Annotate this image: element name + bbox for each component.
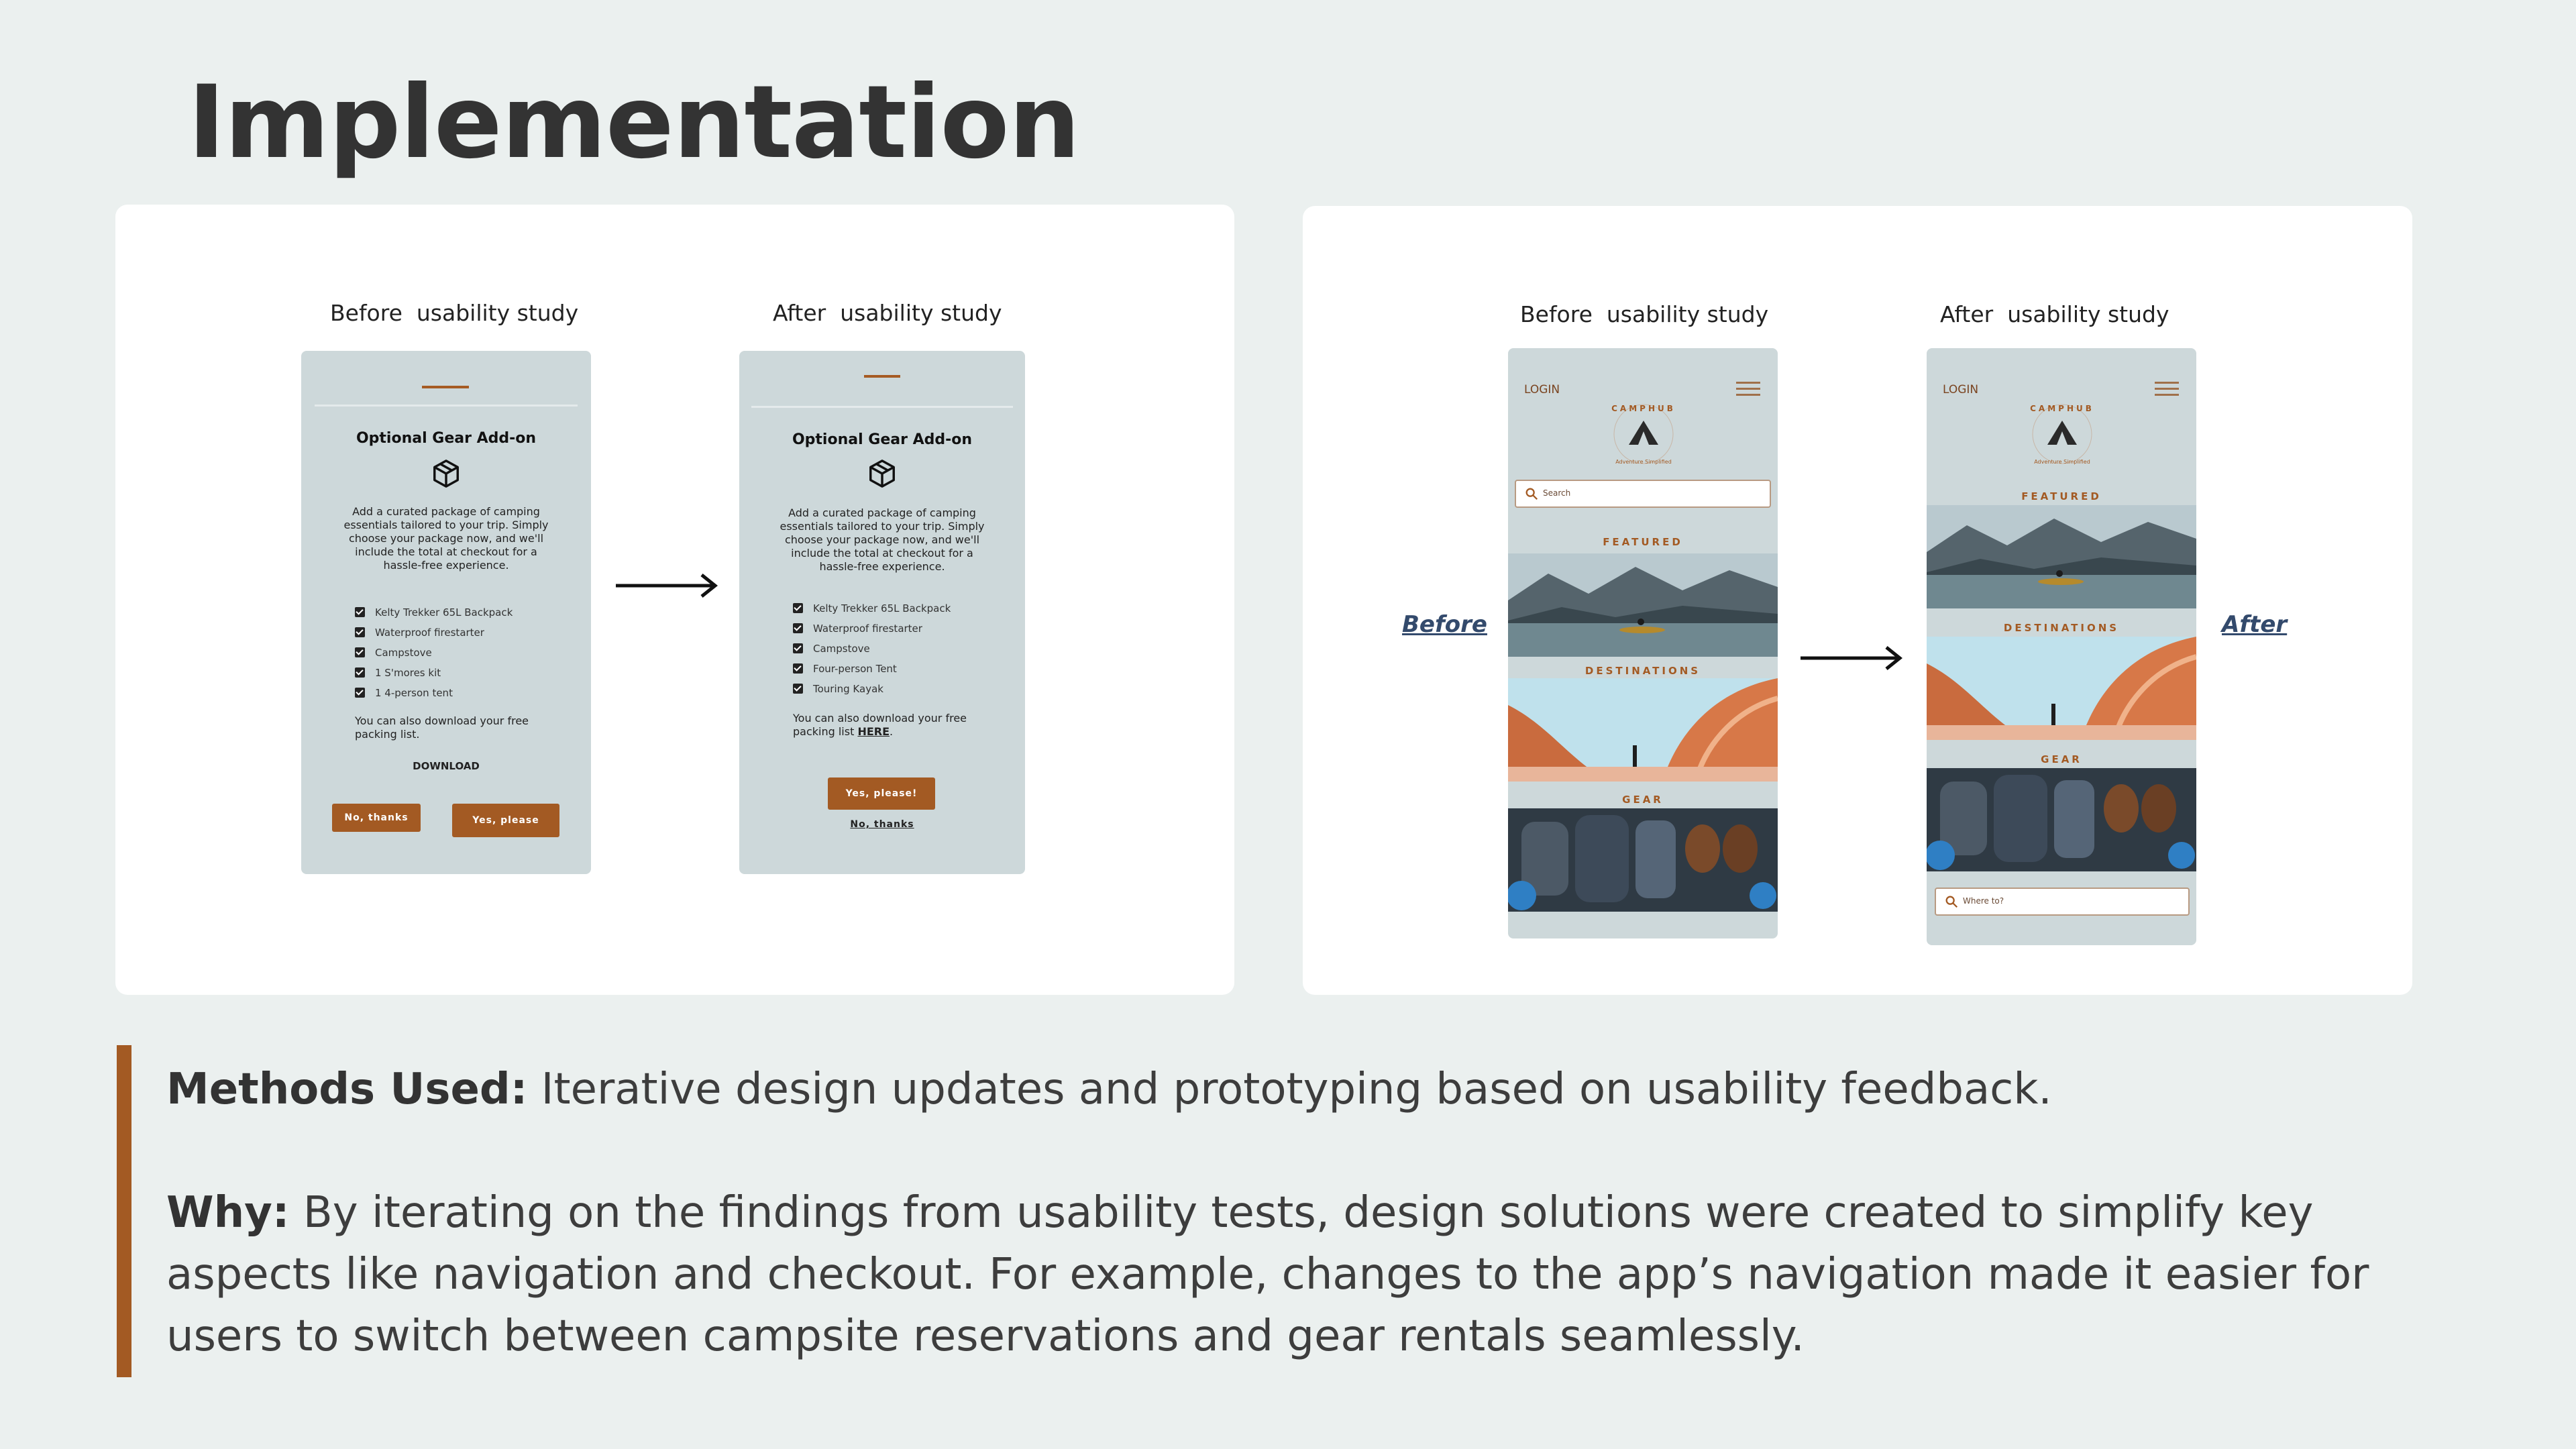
search-input[interactable]: Where to? [1935,888,2190,916]
camphub-logo [2025,396,2100,472]
before-modal-screen [301,351,591,874]
checkbox-icon [355,607,365,617]
after-caption: After usability study [1940,301,2169,327]
yes-please-button[interactable]: Yes, please! [828,777,935,810]
checkbox-icon [793,663,803,674]
section-label-featured: FEATURED [2021,490,2102,502]
checkbox-icon [793,684,803,694]
gear-flatlay-image[interactable] [1508,808,1778,912]
home-comparison-card [1303,206,2412,995]
logo-wordmark: CAMPHUB [1611,404,1676,413]
arrow-right-icon [613,572,720,599]
section-label-destinations: DESTINATIONS [1585,665,1701,677]
packing-list-note: You can also download your free packing list HERE. [793,712,967,738]
logo-tagline: Adventure Simplified [2034,459,2090,465]
after-label: After [2222,611,2288,638]
page-title: Implementation [188,64,1080,181]
logo-tagline: Adventure Simplified [1615,459,1672,465]
divider [751,406,1013,408]
checklist-item[interactable]: 1 S'mores kit [355,666,513,686]
modal-title: Optional Gear Add-on [356,430,537,447]
box-icon [431,458,462,489]
checklist [355,606,513,706]
no-thanks-link[interactable]: No, thanks [850,819,914,830]
section-label-gear: GEAR [1622,794,1664,806]
checklist-item[interactable]: Kelty Trekker 65L Backpack [355,606,513,626]
checklist-item[interactable]: Waterproof firestarter [793,622,951,642]
checklist-item[interactable]: Kelty Trekker 65L Backpack [793,602,951,622]
hamburger-menu-icon[interactable] [1736,382,1760,398]
search-input[interactable]: Search [1515,480,1771,508]
checkbox-icon [793,623,803,633]
why-label: Why: [166,1188,290,1238]
section-label-destinations: DESTINATIONS [2003,622,2120,634]
checklist-item[interactable]: 1 4-person tent [355,686,513,706]
sheet-grabber [422,386,469,388]
accent-bar [117,1045,131,1377]
before-caption: Before usability study [1520,301,1769,327]
modal-description: Add a curated package of camping essentials tailored to your trip. Simply choose your package now, and we'll include the total at checkout for a hassle-free experience. [343,505,549,572]
here-link[interactable]: HERE [857,725,890,738]
after-caption: After usability study [773,300,1002,326]
checklist-item[interactable]: Campstove [355,646,513,666]
why-paragraph [166,1182,2434,1367]
methods-label: Methods Used: [166,1065,528,1114]
before-home-screen [1508,348,1778,938]
methods-text: Iterative design updates and prototyping based on usability feedback. [527,1065,2052,1114]
gear-flatlay-image[interactable] [1927,768,2196,871]
section-label-gear: GEAR [2041,753,2082,765]
canyon-hiker-image[interactable] [1927,637,2196,740]
checkbox-icon [793,603,803,613]
login-link[interactable]: LOGIN [1524,383,1560,396]
checkbox-icon [355,627,365,637]
camphub-logo [1606,396,1681,472]
login-link[interactable]: LOGIN [1943,383,1979,396]
yes-please-button[interactable]: Yes, please [452,804,559,837]
divider [315,405,578,407]
modal-comparison-card [115,205,1234,995]
canyon-hiker-image[interactable] [1508,678,1778,782]
logo-wordmark: CAMPHUB [2030,404,2094,413]
sheet-grabber [864,375,900,378]
box-icon [867,458,898,489]
before-label: Before [1402,611,1487,638]
checklist-item[interactable]: Touring Kayak [793,682,951,702]
checkbox-icon [355,647,365,657]
modal-description: Add a curated package of camping essentials tailored to your trip. Simply choose your package now, and we'll include the total at checkout for a hassle-free experience. [780,506,985,573]
no-thanks-button[interactable]: No, thanks [332,804,421,832]
after-home-screen [1927,348,2196,945]
packing-list-note: You can also download your free packing list. [355,714,529,741]
checklist [793,602,951,702]
lake-kayak-image[interactable] [1508,553,1778,657]
lake-kayak-image[interactable] [1927,505,2196,608]
search-icon [1524,486,1539,501]
checklist-item[interactable]: Waterproof firestarter [355,626,513,646]
search-icon [1944,894,1959,909]
arrow-right-icon [1798,645,1905,672]
checklist-item[interactable]: Campstove [793,642,951,662]
methods-paragraph [166,1059,2434,1120]
checkbox-icon [355,688,365,698]
checkbox-icon [355,667,365,678]
hamburger-menu-icon[interactable] [2155,382,2179,398]
download-link[interactable]: DOWNLOAD [413,760,480,772]
section-label-featured: FEATURED [1603,536,1683,548]
modal-title: Optional Gear Add-on [792,431,973,448]
after-modal-screen [739,351,1025,874]
checkbox-icon [793,643,803,653]
checklist-item[interactable]: Four-person Tent [793,662,951,682]
why-text: By iterating on the findings from usability tests, design solutions were created to simplify key aspects like navigation and checkout. For example, changes to the app’s navigation made it easier for users to switch between campsite reservations and gear rentals seamlessly. [166,1188,2369,1361]
before-caption: Before usability study [330,300,579,326]
